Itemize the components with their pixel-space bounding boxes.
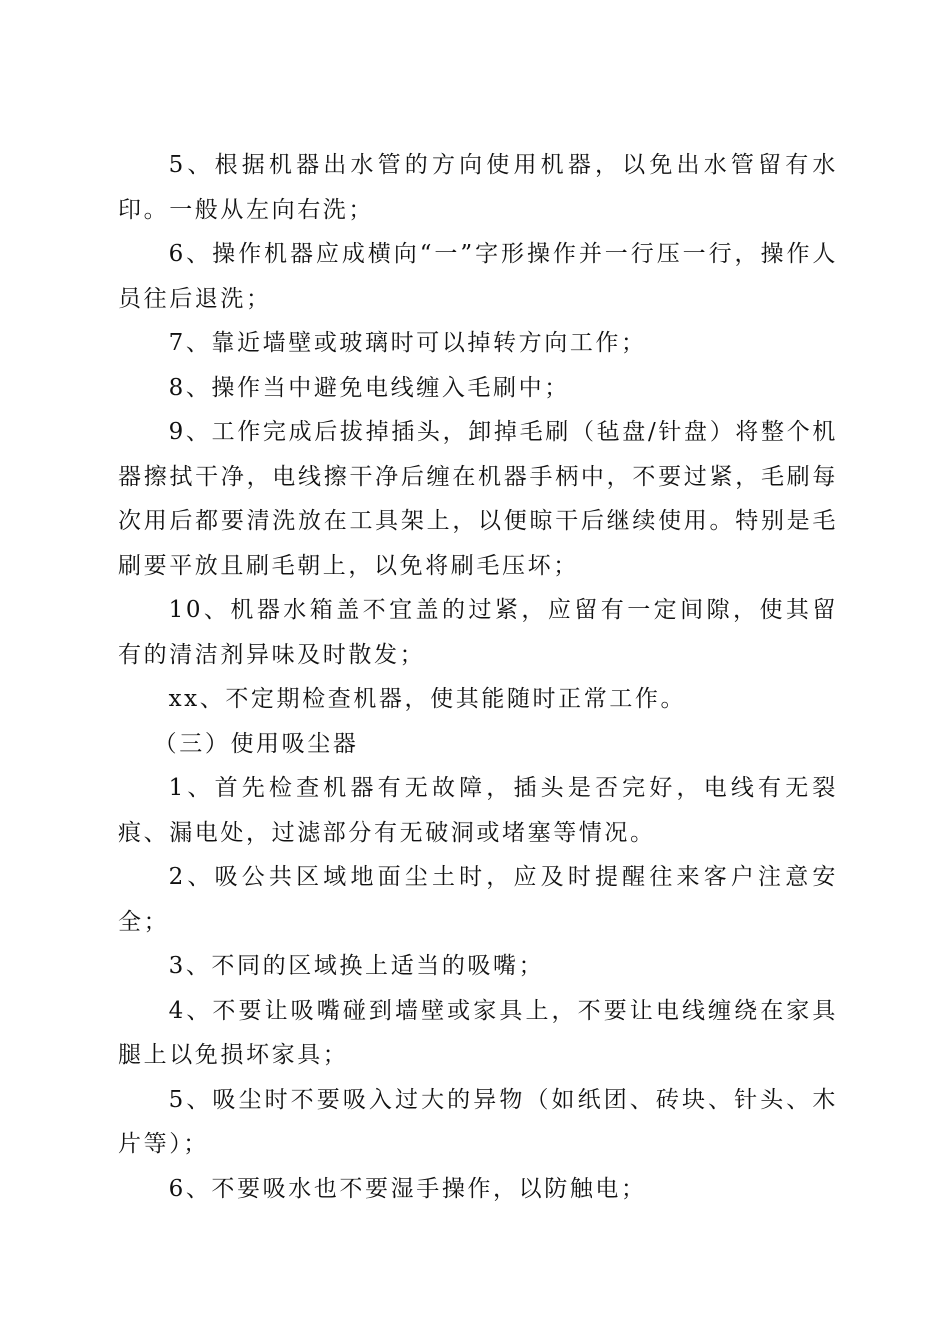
paragraph-item-7-near-wall: 7、靠近墙壁或玻璃时可以掉转方向工作； [168,330,647,356]
paragraph-item-xx-inspection: xx、不定期检查机器，使其能随时正常工作。 [168,686,687,712]
section-heading-vacuum: （三）使用吸尘器 [153,730,359,757]
paragraph-vacuum-4-furniture: 4、不要让吸嘴碰到墙壁或家具上，不要让电线缠绕在家具腿上以免损坏家具； [118,997,838,1068]
paragraph-vacuum-5-foreign-objects: 5、吸尘时不要吸入过大的异物（如纸团、砖块、针头、木片等）； [118,1086,838,1157]
paragraph-item-8-avoid-wire: 8、操作当中避免电线缠入毛刷中； [168,374,570,401]
paragraph-vacuum-6-no-water: 6、不要吸水也不要湿手操作，以防触电； [168,1175,647,1202]
paragraph-item-10-tank-lid: 10、机器水箱盖不宜盖的过紧，应留有一定间隙，使其留有的清洁剂异味及时散发； [118,597,838,668]
document-body [118,143,838,1211]
paragraph-vacuum-1-check: 1、首先检查机器有无故障，插头是否完好，电线有无裂痕、漏电处，过滤部分有无破洞或堵塞等情况。 [118,775,838,846]
paragraph-item-9-after-work: 9、工作完成后拔掉插头，卸掉毛刷（毡盘/针盘）将整个机器擦拭干净，电线擦干净后缠在机器手柄中，不要过紧，毛刷每次用后都要清洗放在工具架上，以便晾干后继续使用。特别是毛刷要平放且刷毛朝上，以免将刷毛压坏； [118,419,838,579]
paragraph-vacuum-2-public-area: 2、吸公共区域地面尘土时，应及时提醒往来客户注意安全； [118,864,838,935]
paragraph-vacuum-3-nozzle: 3、不同的区域换上适当的吸嘴； [168,953,545,979]
paragraph-item-5-water-outlet: 5、根据机器出水管的方向使用机器，以免出水管留有水印。一般从左向右洗； [118,152,838,223]
paragraph-item-6-horizontal-operation: 6、操作机器应成横向“一”字形操作并一行压一行，操作人员往后退洗； [118,241,838,312]
